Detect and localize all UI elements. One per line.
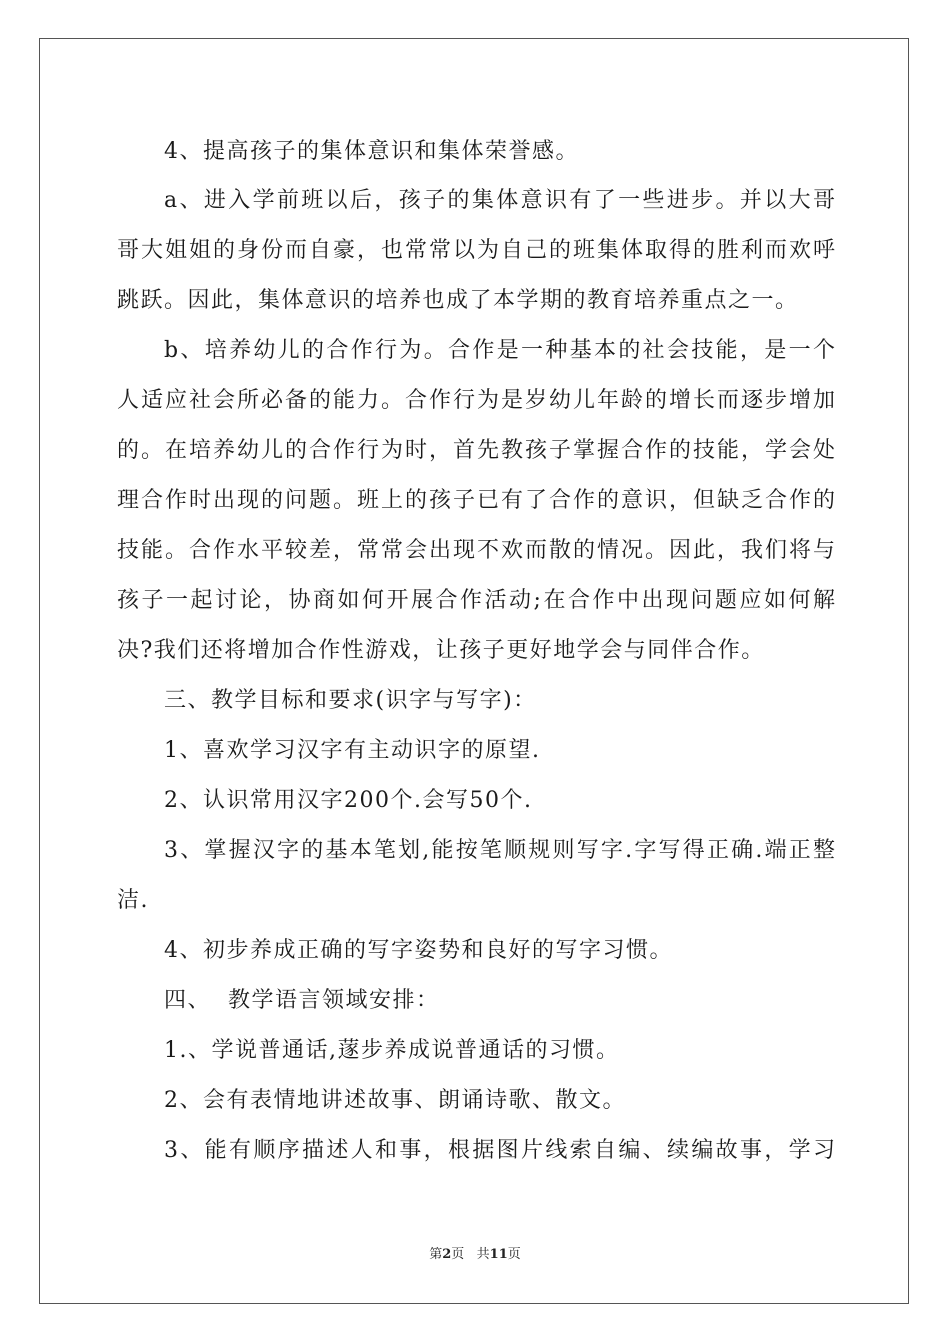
page-number-middle: 页 共 [451, 1247, 490, 1262]
page-number-suffix: 页 [507, 1247, 521, 1262]
paragraph-line: 决?我们还将增加合作性游戏，让孩子更好地学会与同伴合作。 [117, 638, 765, 663]
list-item: 2、会有表情地讲述故事、朗诵诗歌、散文。 [164, 1088, 626, 1113]
page-footer [0, 1246, 950, 1264]
list-item: 1.、学说普通话,蓫步养成说普通话的习惯。 [164, 1038, 620, 1063]
list-item: 1、喜欢学习汉字有主动识字的原望. [164, 738, 541, 763]
list-item: 4、初步养成正确的写字姿势和良好的写字习惯。 [164, 938, 673, 963]
paragraph-line: b、培养幼儿的合作行为。合作是一种基本的社会技能，是一个 [164, 338, 835, 363]
paragraph-line: 人适应社会所必备的能力。合作行为是岁幼儿年龄的增长而逐步增加 [117, 388, 835, 413]
paragraph-line: 跳跃。因此，集体意识的培养也成了本学期的教育培养重点之一。 [117, 288, 799, 313]
list-item-continuation: 洁. [117, 888, 149, 913]
paragraph-line: 技能。合作水平较差，常常会出现不欢而散的情况。因此，我们将与 [117, 538, 835, 563]
list-item: 3、能有顺序描述人和事，根据图片线索自编、续编故事，学习 [164, 1138, 835, 1163]
paragraph-line: 孩子一起讨论，协商如何开展合作活动;在合作中出现问题应如何解 [117, 588, 835, 613]
section-heading: 四、 教学语言领域安排： [164, 988, 440, 1013]
paragraph-line: 理合作时出现的问题。班上的孩子已有了合作的意识，但缺乏合作的 [117, 488, 835, 513]
paragraph-line: 4、提高孩子的集体意识和集体荣誉感。 [164, 139, 579, 164]
paragraph-line: 的。在培养幼儿的合作行为时，首先教孩子掌握合作的技能，学会处 [117, 438, 835, 463]
list-item: 2、认识常用汉字200个.会写50个. [164, 788, 533, 813]
section-heading: 三、教学目标和要求(识字与写字)： [164, 688, 537, 713]
page-number-prefix: 第 [429, 1247, 443, 1262]
paragraph-line: a、进入学前班以后，孩子的集体意识有了一些进步。并以大哥 [164, 188, 835, 213]
current-page-number: 2 [442, 1247, 452, 1262]
paragraph-line: 哥大姐姐的身份而自豪，也常常以为自己的班集体取得的胜利而欢呼 [117, 238, 835, 263]
list-item: 3、掌握汉字的基本笔划,能按笔顺规则写字.字写得正确.端正整 [164, 838, 835, 863]
total-page-count: 11 [489, 1247, 508, 1262]
